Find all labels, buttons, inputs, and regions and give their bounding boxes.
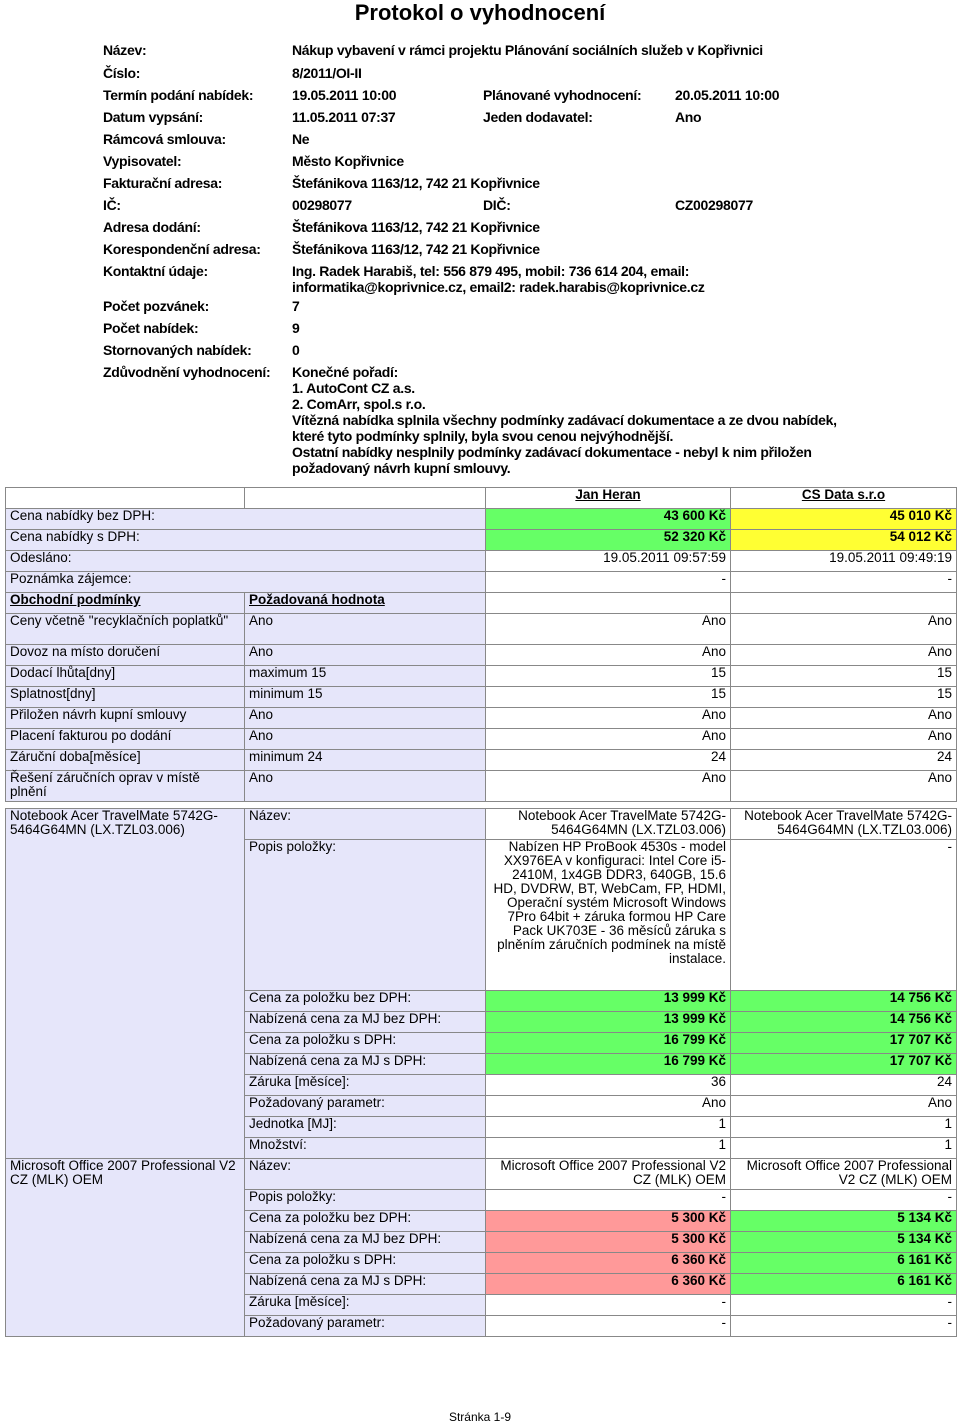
cena-s-value: 52 320 Kč bbox=[486, 530, 731, 551]
nazev-value: Nákup vybavení v rámci projektu Plánování sociálních služeb v Kopřivnici bbox=[292, 42, 763, 58]
item-row-value: 5 134 Kč bbox=[731, 1211, 957, 1232]
item-row-value: 17 707 Kč bbox=[731, 1054, 957, 1075]
item-row-label: Jednotka [MJ]: bbox=[245, 1117, 486, 1138]
item-row-label: Cena za položku s DPH: bbox=[245, 1033, 486, 1054]
item-popis-value: Nabízen HP ProBook 4530s - model XX976EA v konfiguraci: Intel Core i5-2410M, 1x4GB DDR3, 640GB, 15.6 HD, DVDRW, BT, WebCam, FP, HDMI, Operační systém Microsoft Windows 7Pro 64bit + záruka formou HP Care Pack UK703E - 36 měsíců záruka s plněním záručních podmínek na místě instalace. bbox=[486, 840, 731, 991]
item-nazev-label: Název: bbox=[245, 1159, 486, 1190]
item-row-label: Požadovaný parametr: bbox=[245, 1096, 486, 1117]
item-popis-value: - bbox=[731, 840, 957, 991]
cena-s-label: Cena nabídky s DPH: bbox=[6, 530, 486, 551]
item-nazev-value: Microsoft Office 2007 Professional V2 CZ (MLK) OEM bbox=[486, 1159, 731, 1190]
cena-bez-value: 45 010 Kč bbox=[731, 509, 957, 530]
jeden-value: Ano bbox=[675, 109, 702, 125]
condition-row bbox=[6, 771, 957, 802]
condition-required: minimum 24 bbox=[245, 750, 486, 771]
item-row-value: 6 360 Kč bbox=[486, 1253, 731, 1274]
condition-value: 15 bbox=[731, 687, 957, 708]
odeslano-value: 19.05.2011 09:57:59 bbox=[486, 551, 731, 572]
item-row-value: - bbox=[486, 1295, 731, 1316]
kontakt-line-2: informatika@koprivnice.cz, email2: radek.harabis@koprivnice.cz bbox=[292, 279, 705, 295]
item-row-label: Nabízená cena za MJ bez DPH: bbox=[245, 1012, 486, 1033]
jeden-label: Jeden dodavatel: bbox=[483, 109, 593, 125]
condition-row bbox=[6, 750, 957, 771]
item-row-value: 24 bbox=[731, 1075, 957, 1096]
cena-bez-row bbox=[6, 509, 957, 530]
item-row-value: 1 bbox=[486, 1138, 731, 1159]
item-row-value: - bbox=[731, 1316, 957, 1337]
termin-value: 19.05.2011 10:00 bbox=[292, 87, 397, 103]
item-row-label: Cena za položku s DPH: bbox=[245, 1253, 486, 1274]
item-row-label: Záruka [měsíce]: bbox=[245, 1295, 486, 1316]
zduv-line: Konečné pořadí: bbox=[292, 364, 398, 380]
kontakt-line-1: Ing. Radek Harabiš, tel: 556 879 495, mobil: 736 614 204, email: bbox=[292, 263, 690, 279]
item-row-value: 1 bbox=[486, 1117, 731, 1138]
adresa-label: Adresa dodání: bbox=[103, 219, 201, 235]
zduv-line: Ostatní nabídky nesplnily podmínky zadávací dokumentace - nebyl k nim přiložen bbox=[292, 444, 812, 460]
item-row-value: 6 161 Kč bbox=[731, 1274, 957, 1295]
planovane-value: 20.05.2011 10:00 bbox=[675, 87, 780, 103]
condition-value: 15 bbox=[731, 666, 957, 687]
dic-label: DIČ: bbox=[483, 197, 511, 213]
item-row-value: 6 360 Kč bbox=[486, 1274, 731, 1295]
zduv-line: 2. ComArr, spol.s r.o. bbox=[292, 396, 426, 412]
nabidky-label: Počet nabídek: bbox=[103, 320, 199, 336]
poznamka-value: - bbox=[731, 572, 957, 593]
bidder-1: Jan Heran bbox=[486, 488, 731, 509]
condition-value: 24 bbox=[486, 750, 731, 771]
condition-value: 24 bbox=[731, 750, 957, 771]
item-row-value: 36 bbox=[486, 1075, 731, 1096]
condition-value: Ano bbox=[731, 708, 957, 729]
odeslano-label: Odesláno: bbox=[6, 551, 486, 572]
item-row-value: Ano bbox=[486, 1096, 731, 1117]
item-row-value: 5 134 Kč bbox=[731, 1232, 957, 1253]
vypisovatel-value: Město Kopřivnice bbox=[292, 153, 404, 169]
koresp-value: Štefánikova 1163/12, 742 21 Kopřivnice bbox=[292, 241, 540, 257]
planovane-label: Plánované vyhodnocení: bbox=[483, 87, 642, 103]
condition-value: Ano bbox=[486, 771, 731, 802]
bidders-row bbox=[6, 488, 957, 509]
zduv-line: 1. AutoCont CZ a.s. bbox=[292, 380, 415, 396]
item-row-label: Cena za položku bez DPH: bbox=[245, 991, 486, 1012]
item-row-label: Požadovaný parametr: bbox=[245, 1316, 486, 1337]
condition-value: Ano bbox=[486, 645, 731, 666]
condition-name: Záruční doba[měsíce] bbox=[6, 750, 245, 771]
kontakt-value bbox=[292, 263, 705, 295]
item-nazev-value: Notebook Acer TravelMate 5742G-5464G64MN (LX.TZL03.006) bbox=[486, 809, 731, 840]
cislo-label: Číslo: bbox=[103, 65, 141, 81]
item-row-value: 5 300 Kč bbox=[486, 1232, 731, 1253]
pozvanky-label: Počet pozvánek: bbox=[103, 298, 209, 314]
item-row-value: 16 799 Kč bbox=[486, 1033, 731, 1054]
item2-name-row bbox=[6, 1159, 957, 1190]
condition-name: Přiložen návrh kupní smlouvy bbox=[6, 708, 245, 729]
storno-value: 0 bbox=[292, 342, 300, 358]
nabidky-value: 9 bbox=[292, 320, 300, 336]
condition-value: 15 bbox=[486, 687, 731, 708]
item-row-label: Nabízená cena za MJ s DPH: bbox=[245, 1054, 486, 1075]
item-popis-value: - bbox=[486, 1190, 731, 1211]
condition-row bbox=[6, 687, 957, 708]
bidder-2: CS Data s.r.o bbox=[731, 488, 957, 509]
condition-name: Řešení záručních oprav v místě plnění bbox=[6, 771, 245, 802]
item-row-value: 6 161 Kč bbox=[731, 1253, 957, 1274]
adresa-value: Štefánikova 1163/12, 742 21 Kopřivnice bbox=[292, 219, 540, 235]
condition-row bbox=[6, 666, 957, 687]
poznamka-label: Poznámka zájemce: bbox=[6, 572, 486, 593]
item-row-value: 13 999 Kč bbox=[486, 991, 731, 1012]
fakturacni-label: Fakturační adresa: bbox=[103, 175, 223, 191]
condition-row bbox=[6, 708, 957, 729]
condition-value: Ano bbox=[731, 729, 957, 750]
item-row-value: Ano bbox=[731, 1096, 957, 1117]
item-row-label: Nabízená cena za MJ bez DPH: bbox=[245, 1232, 486, 1253]
zduv-line: Vítězná nabídka splnila všechny podmínky zadávací dokumentace a ze dvou nabídek, bbox=[292, 412, 837, 428]
termin-label: Termín podání nabídek: bbox=[103, 87, 254, 103]
page-title: Protokol o vyhodnocení bbox=[354, 0, 606, 25]
koresp-label: Korespondenční adresa: bbox=[103, 241, 261, 257]
condition-value: Ano bbox=[486, 729, 731, 750]
condition-value: Ano bbox=[486, 614, 731, 645]
storno-label: Stornovaných nabídek: bbox=[103, 342, 252, 358]
odeslano-row bbox=[6, 551, 957, 572]
item-popis-label: Popis položky: bbox=[245, 840, 486, 991]
item-nazev-value: Microsoft Office 2007 Professional V2 CZ (MLK) OEM bbox=[731, 1159, 957, 1190]
item-name: Notebook Acer TravelMate 5742G-5464G64MN (LX.TZL03.006) bbox=[6, 809, 245, 1159]
condition-name: Placení fakturou po dodání bbox=[6, 729, 245, 750]
obchodni-podminky-header: Obchodní podmínky bbox=[6, 593, 245, 614]
item-row-value: 1 bbox=[731, 1138, 957, 1159]
condition-row bbox=[6, 729, 957, 750]
condition-required: Ano bbox=[245, 645, 486, 666]
item-popis-value: - bbox=[731, 1190, 957, 1211]
zduvodneni-label: Zdůvodnění vyhodnocení: bbox=[103, 364, 271, 380]
condition-required: minimum 15 bbox=[245, 687, 486, 708]
item-row-label: Cena za položku bez DPH: bbox=[245, 1211, 486, 1232]
condition-row bbox=[6, 614, 957, 645]
vypisovatel-label: Vypisovatel: bbox=[103, 153, 182, 169]
condition-required: maximum 15 bbox=[245, 666, 486, 687]
item-nazev-label: Název: bbox=[245, 809, 486, 840]
condition-name: Ceny včetně "recyklačních poplatků" bbox=[6, 614, 245, 645]
condition-row bbox=[6, 645, 957, 666]
item-row-label: Množství: bbox=[245, 1138, 486, 1159]
condition-name: Dovoz na místo doručení bbox=[6, 645, 245, 666]
comparison-table bbox=[5, 487, 957, 1337]
item-popis-label: Popis položky: bbox=[245, 1190, 486, 1211]
cena-bez-label: Cena nabídky bez DPH: bbox=[6, 509, 486, 530]
dic-value: CZ00298077 bbox=[675, 197, 753, 213]
item-row-value: - bbox=[731, 1295, 957, 1316]
pozadovana-hodnota-header: Požadovaná hodnota bbox=[245, 593, 486, 614]
ic-value: 00298077 bbox=[292, 197, 352, 213]
odeslano-value: 19.05.2011 09:49:19 bbox=[731, 551, 957, 572]
ramcova-label: Rámcová smlouva: bbox=[103, 131, 226, 147]
condition-value: 15 bbox=[486, 666, 731, 687]
datum-label: Datum vypsání: bbox=[103, 109, 204, 125]
zduvodneni-value bbox=[292, 364, 837, 476]
item-row-value: 14 756 Kč bbox=[731, 1012, 957, 1033]
poznamka-value: - bbox=[486, 572, 731, 593]
item-name: Microsoft Office 2007 Professional V2 CZ (MLK) OEM bbox=[6, 1159, 245, 1337]
datum-value: 11.05.2011 07:37 bbox=[292, 109, 396, 125]
item-row-value: 16 799 Kč bbox=[486, 1054, 731, 1075]
cislo-value: 8/2011/OI-II bbox=[292, 65, 362, 81]
condition-value: Ano bbox=[731, 771, 957, 802]
poznamka-row bbox=[6, 572, 957, 593]
pozvanky-value: 7 bbox=[292, 298, 300, 314]
cena-bez-value: 43 600 Kč bbox=[486, 509, 731, 530]
nazev-label: Název: bbox=[103, 42, 147, 58]
item-row-value: 5 300 Kč bbox=[486, 1211, 731, 1232]
item-row-value: 17 707 Kč bbox=[731, 1033, 957, 1054]
ic-label: IČ: bbox=[103, 197, 121, 213]
kontakt-label: Kontaktní údaje: bbox=[103, 263, 208, 279]
item-nazev-value: Notebook Acer TravelMate 5742G-5464G64MN (LX.TZL03.006) bbox=[731, 809, 957, 840]
cena-s-row bbox=[6, 530, 957, 551]
item-row-value: - bbox=[486, 1316, 731, 1337]
condition-value: Ano bbox=[486, 708, 731, 729]
cena-s-value: 54 012 Kč bbox=[731, 530, 957, 551]
item-row-label: Nabízená cena za MJ s DPH: bbox=[245, 1274, 486, 1295]
zduv-line: které tyto podmínky splnily, byla svou cenou nejvýhodnější. bbox=[292, 428, 674, 444]
item-row-value: 1 bbox=[731, 1117, 957, 1138]
condition-required: Ano bbox=[245, 614, 486, 645]
page-footer: Stránka 1-9 bbox=[448, 1410, 512, 1424]
item-row-label: Záruka [měsíce]: bbox=[245, 1075, 486, 1096]
condition-value: Ano bbox=[731, 614, 957, 645]
condition-required: Ano bbox=[245, 708, 486, 729]
obchodni-header-row bbox=[6, 593, 957, 614]
condition-required: Ano bbox=[245, 771, 486, 802]
ramcova-value: Ne bbox=[292, 131, 310, 147]
condition-name: Splatnost[dny] bbox=[6, 687, 245, 708]
zduv-line: požadovaný návrh kupní smlouvy. bbox=[292, 460, 511, 476]
item-row-value: 14 756 Kč bbox=[731, 991, 957, 1012]
condition-name: Dodací lhůta[dny] bbox=[6, 666, 245, 687]
item1-name-row bbox=[6, 809, 957, 840]
condition-value: Ano bbox=[731, 645, 957, 666]
fakturacni-value: Štefánikova 1163/12, 742 21 Kopřivnice bbox=[292, 175, 540, 191]
item-row-value: 13 999 Kč bbox=[486, 1012, 731, 1033]
condition-required: Ano bbox=[245, 729, 486, 750]
